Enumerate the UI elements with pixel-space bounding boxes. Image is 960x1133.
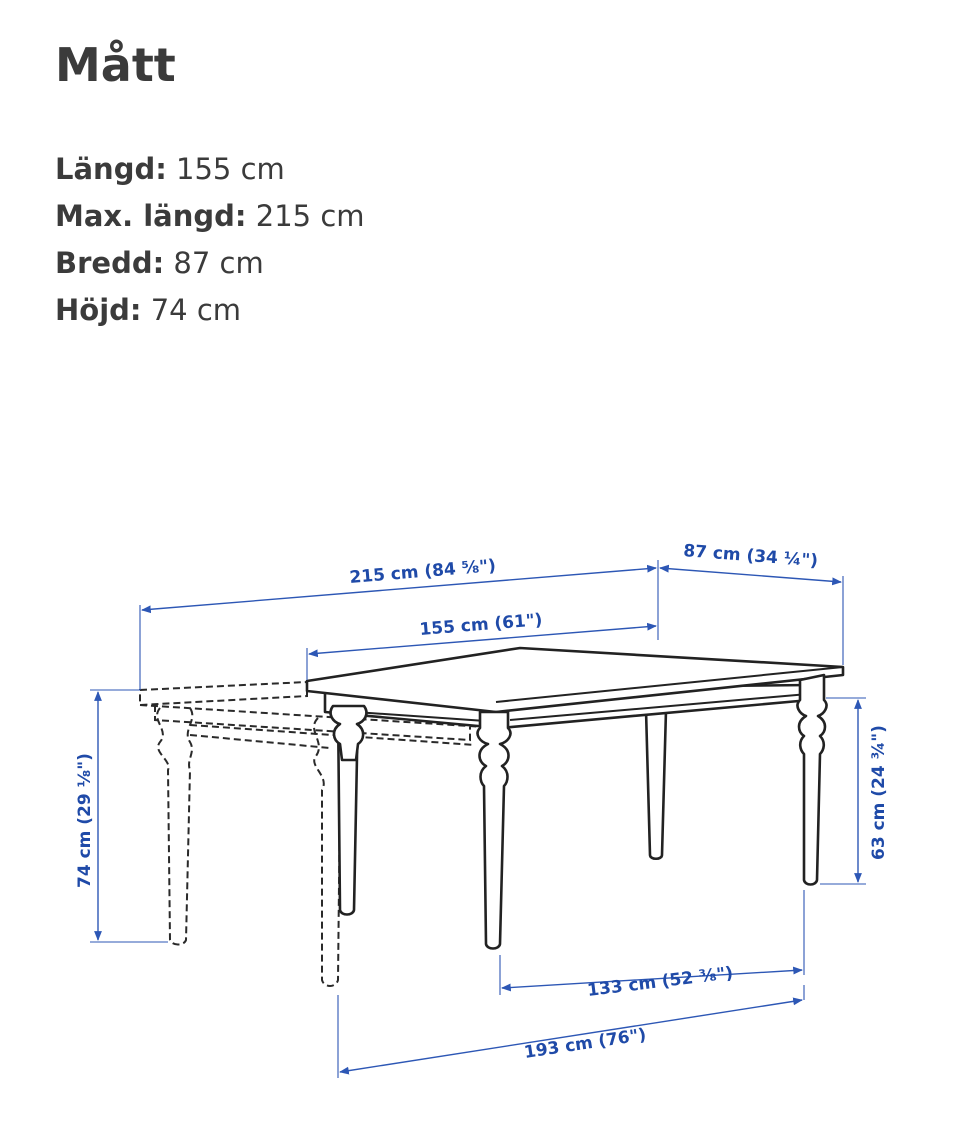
- spec-value: 155 cm: [166, 152, 285, 186]
- dimension-width: [660, 541, 843, 665]
- max-length-label: 215 cm (84 ⅝"): [348, 556, 497, 588]
- clearance-label: 63 cm (24 ¾"): [869, 725, 889, 860]
- leg-span-extended-label: 193 cm (76"): [522, 1024, 648, 1063]
- dimension-leg-span-extended: [338, 985, 804, 1078]
- spec-width: [55, 240, 365, 287]
- dimension-height: [75, 690, 168, 942]
- length-label: 155 cm (61"): [418, 610, 544, 640]
- table-dimension-diagram: [0, 520, 960, 1133]
- dimension-list: [55, 146, 365, 334]
- spec-height: [55, 287, 365, 334]
- spec-value: 215 cm: [246, 199, 365, 233]
- spec-value: 87 cm: [164, 246, 264, 280]
- spec-length: [55, 146, 365, 193]
- height-label: 74 cm (29 ⅛"): [75, 753, 95, 888]
- spec-value: 74 cm: [141, 293, 242, 327]
- spec-label: Höjd:: [55, 293, 142, 327]
- table-drawing: [307, 648, 843, 949]
- dimension-leg-span: [500, 890, 804, 1001]
- spec-label: Längd:: [55, 152, 167, 186]
- spec-max-length: [55, 193, 365, 240]
- width-label: 87 cm (34 ¼"): [682, 541, 819, 572]
- page-title: Mått: [55, 38, 176, 92]
- spec-label: Bredd:: [55, 246, 165, 280]
- dimension-clearance: [820, 698, 889, 884]
- dashed-leg-left: [157, 708, 192, 945]
- leg-span-label: 133 cm (52 ⅜"): [586, 963, 735, 1001]
- spec-label: Max. längd:: [55, 199, 247, 233]
